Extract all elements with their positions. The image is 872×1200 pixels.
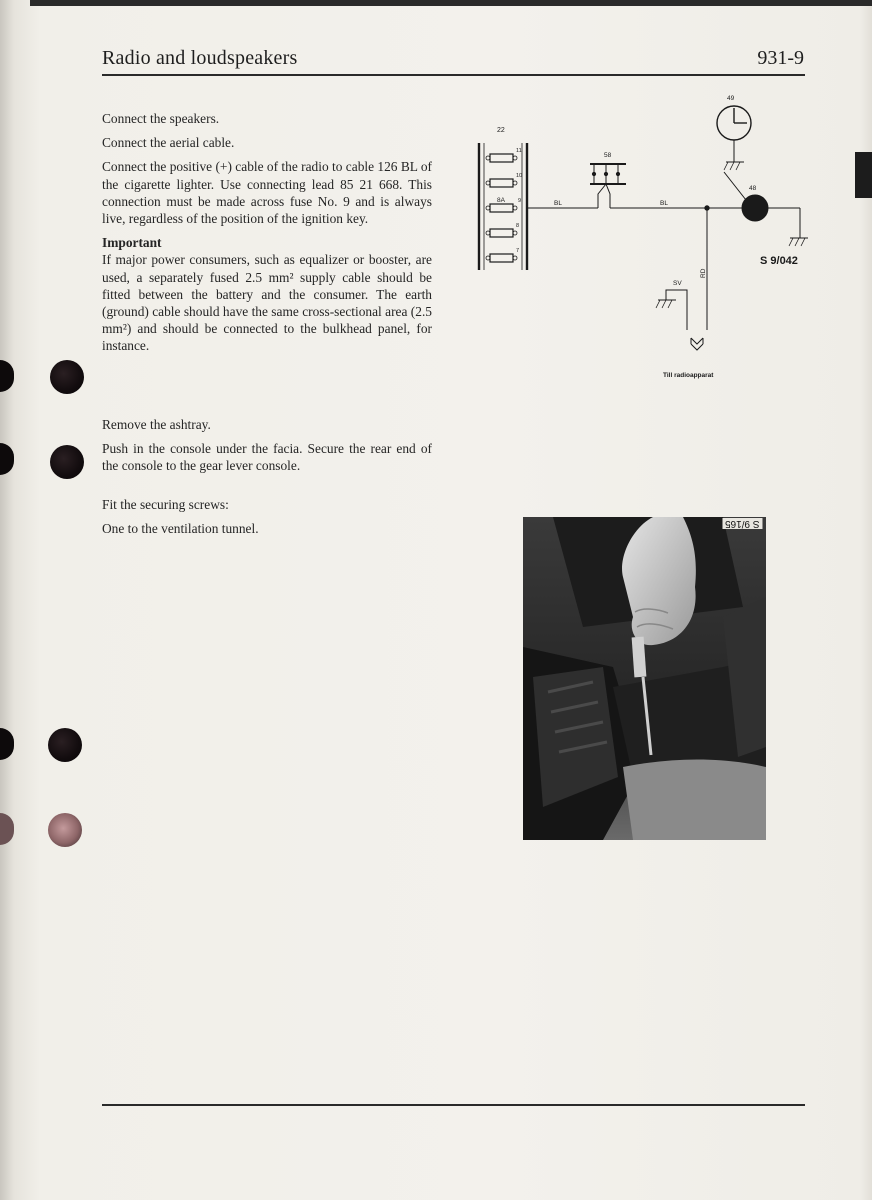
earth-sv [656, 280, 687, 330]
wire-label-bl: BL [554, 200, 562, 207]
clock-label: 49 [727, 95, 735, 102]
important-body: If major power consumers, such as equalizer or booster, are used, a separately fused 2.5 mm² supply cable should be fitted between the battery and the consumer. The earth (ground) cable should have the same cross-sectional area (2.5 mm²) and should be connected to the bulkhead panel, for instance. [102, 252, 432, 354]
binder-hole [48, 813, 82, 847]
paragraph: Connect the positive (+) cable of the radio to cable 126 BL of the cigarette lighter. Use connecting lead 85 21 668. This connection must be made across fuse No. 9 and is always live, regardless of the position of the ignition key. [102, 159, 432, 227]
instructions-block-3 [102, 496, 432, 544]
binder-hole-edge [0, 813, 14, 845]
section-tab [855, 152, 872, 198]
paragraph: Remove the ashtray. [102, 417, 211, 432]
page-title: Radio and loudspeakers [102, 47, 298, 69]
page-number: 931-9 [757, 47, 804, 69]
fuse-rating: 8A [497, 197, 505, 204]
fuse-9 [486, 197, 521, 212]
binder-hole [48, 728, 82, 762]
paragraph: Push in the console under the facia. Secure the rear end of the console to the gear lever console. [102, 441, 432, 474]
photo-image [523, 517, 766, 840]
wiring-diagram [470, 88, 830, 388]
wire-label-rd: RD [700, 268, 707, 278]
cigarette-lighter-48 [724, 162, 808, 246]
radio-connector [691, 338, 703, 350]
wire-label-bl: BL [660, 200, 668, 207]
wire-label-sv: SV [673, 280, 682, 287]
clock-49 [717, 95, 751, 170]
lighter-label: 48 [749, 185, 757, 192]
fuse [486, 173, 522, 187]
paragraph: One to the ventilation tunnel. [102, 521, 259, 537]
fuse [486, 248, 519, 262]
diagram-reference: S 9/042 [760, 255, 798, 267]
photo-reference: S 9/165 [722, 518, 762, 529]
instructions-block-2 [102, 416, 432, 482]
top-edge [30, 0, 872, 6]
header-rule [102, 74, 805, 76]
binder-hole-edge [0, 728, 14, 760]
binder-hole [50, 445, 84, 479]
connector-label: 58 [604, 152, 612, 159]
paragraph: Connect the aerial cable. [102, 135, 235, 151]
binder-hole-edge [0, 360, 14, 392]
fuse-number: 11 [516, 148, 522, 154]
important-heading: Important [102, 235, 162, 251]
paragraph: Fit the securing screws: [102, 497, 229, 512]
photo-console-screw [523, 517, 766, 840]
fuse [486, 148, 522, 162]
fuse-number: 10 [516, 173, 523, 179]
diagram-caption: Till radioapparat [663, 372, 714, 379]
fuse-number: 9 [518, 198, 522, 204]
fuse-number: 7 [516, 248, 520, 254]
footer-rule [102, 1104, 805, 1106]
instructions-block-1 [102, 110, 432, 362]
fuse [486, 223, 519, 237]
binder-hole-edge [0, 443, 14, 475]
binder-hole [50, 360, 84, 394]
fusebox-label: 22 [497, 127, 505, 134]
paragraph: Connect the speakers. [102, 111, 220, 126]
connector-58 [590, 152, 626, 208]
fuse-number: 8 [516, 223, 520, 229]
